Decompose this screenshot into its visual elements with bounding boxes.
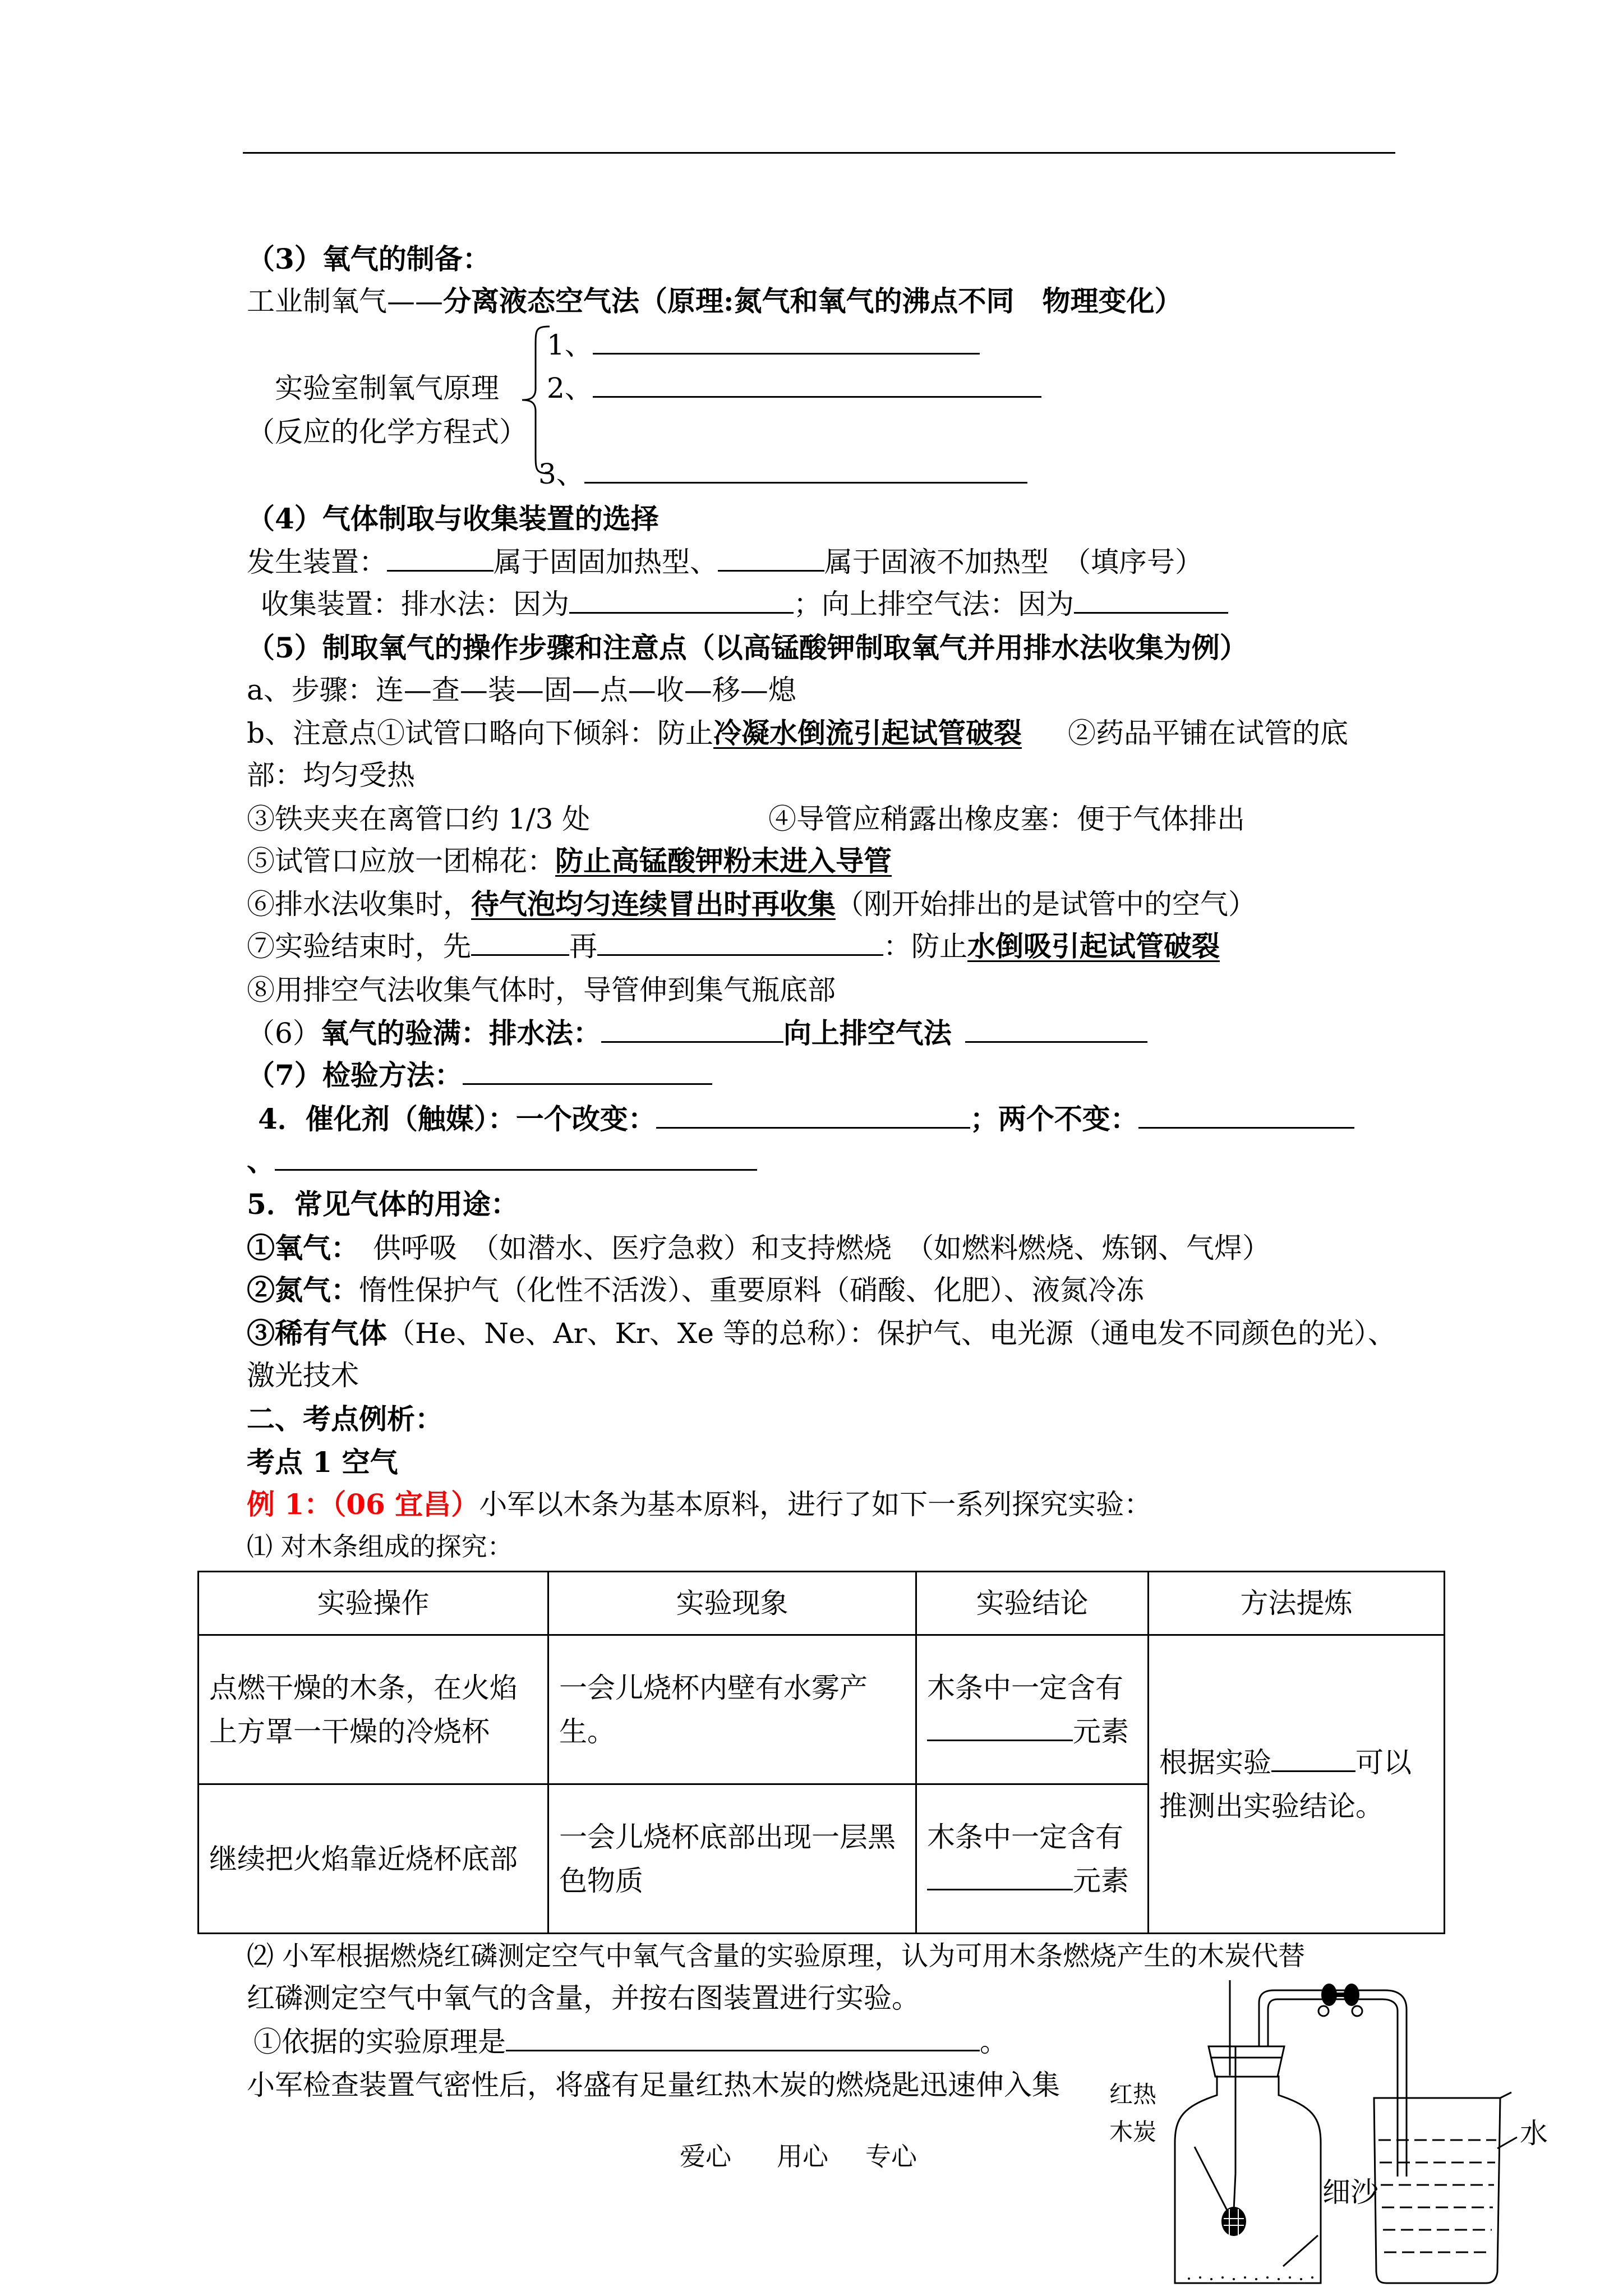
rare-gas-uses — [247, 1317, 1396, 1350]
method-suffix: 可以推测出实验结论。 — [1159, 1746, 1412, 1823]
note-7-colon: ：防止 — [883, 930, 967, 963]
industry-oxygen-line — [247, 284, 1182, 318]
note-6 — [247, 887, 1256, 921]
catalyst-mid: ；两个不变： — [970, 1102, 1138, 1135]
table-cell-conclusion — [916, 1635, 1149, 1784]
uses-title: 5．常见气体的用途： — [247, 1188, 519, 1221]
section-6-blank-1 — [601, 1016, 783, 1043]
table-header-row — [199, 1572, 1445, 1635]
oxygen-uses — [247, 1231, 1270, 1265]
catalyst-blank-2 — [1138, 1102, 1354, 1129]
table-cell-conclusion — [916, 1784, 1149, 1934]
collector-line — [261, 587, 1228, 621]
catalyst-comma: 、 — [247, 1144, 275, 1177]
table-cell-method — [1149, 1635, 1445, 1934]
question-1: ⑴ 对木条组成的探究： — [247, 1531, 513, 1562]
section-7-line — [247, 1059, 712, 1092]
note-7 — [247, 930, 1220, 963]
lab-item-2-blank — [593, 371, 1041, 398]
section-6-number: （6） — [247, 1017, 321, 1050]
header-rule — [243, 152, 1395, 154]
lab-item-1-blank — [593, 328, 980, 355]
left-brace-icon — [519, 324, 552, 476]
lab-item-2-label: 2、 — [547, 372, 593, 404]
note-4: ④导管应稍露出橡皮塞：便于气体排出 — [768, 803, 1245, 835]
section-6-blank-2 — [965, 1016, 1147, 1043]
apparatus-diagram — [1099, 1980, 1559, 2294]
table-cell-operation: 点燃干燥的木条，在火焰上方罩一干燥的冷烧杯 — [199, 1635, 548, 1784]
lab-item-1-label: 1、 — [547, 329, 593, 361]
lab-item-3-blank — [584, 457, 1027, 484]
section-7-title: （7）检验方法： — [247, 1059, 463, 1092]
section-5-title: （5）制取氧气的操作步骤和注意点（以高锰酸钾制取氧气并用排水法收集为例） — [247, 631, 1248, 664]
note-6-emphasis: 待气泡均匀连续冒出时再收集 — [471, 887, 836, 921]
note-b-prefix: b、注意点①试管口略向下倾斜：防止 — [247, 717, 714, 749]
lab-label-2: （反应的化学方程式） — [247, 416, 527, 448]
note-6-prefix: ⑥排水法收集时， — [247, 888, 471, 921]
generator-suffix: 属于固液不加热型 （填序号） — [824, 546, 1203, 578]
conclusion-blank — [927, 1717, 1073, 1741]
note-7-emphasis: 水倒吸引起试管破裂 — [967, 930, 1220, 963]
note-b-second: ②药品平铺在试管的底 — [1068, 717, 1349, 749]
collector-mid: ；向上排空气法：因为 — [794, 588, 1074, 620]
table-header: 实验操作 — [199, 1572, 548, 1635]
rare-gas-text: （He、Ne、Ar、Kr、Xe 等的总称）：保护气、电光源（通电发不同颜色的光）、 — [387, 1317, 1396, 1350]
rare-gas-cont: 激光技术 — [247, 1359, 359, 1392]
lab-label-1: 实验室制氧气原理 — [275, 372, 499, 404]
note-7-mid: 再 — [569, 930, 597, 963]
oxygen-label: ①氧气： — [247, 1231, 345, 1264]
catalyst-line — [258, 1102, 1354, 1136]
catalyst-blank-1 — [656, 1102, 970, 1129]
principle-suffix: 。 — [980, 2026, 1008, 2058]
example-1-text: 小军以木条为基本原料，进行了如下一系列探究实验： — [479, 1488, 1152, 1521]
collector-blank-1 — [569, 587, 794, 614]
lab-item-3 — [538, 457, 1027, 491]
note-7-blank-2 — [597, 930, 883, 956]
table-header: 实验现象 — [548, 1572, 916, 1635]
nitrogen-uses — [247, 1273, 1144, 1307]
table-row — [199, 1635, 1445, 1784]
label-charcoal-2: 木炭 — [1109, 2118, 1157, 2146]
lab-item-2 — [547, 371, 1041, 405]
note-8: ⑧用排空气法收集气体时，导管伸到集气瓶底部 — [247, 974, 836, 1006]
footer-text-2: 用心 — [777, 2141, 828, 2171]
generator-line — [247, 545, 1203, 579]
section-4-title: （4）气体制取与收集装置的选择 — [247, 502, 659, 535]
principle-prefix: ①依据的实验原理是 — [253, 2026, 506, 2058]
conclusion-prefix: 木条中一定含有 — [927, 1820, 1123, 1853]
section-7-blank — [463, 1059, 712, 1085]
section-6-mid: 向上排空气法 — [783, 1016, 952, 1050]
section-6-title: 氧气的验满：排水法： — [320, 1016, 601, 1050]
label-sand: 细沙 — [1322, 2176, 1378, 2208]
note-5 — [247, 844, 892, 878]
oxygen-text: 供呼吸 （如潜水、医疗急救）和支持燃烧 （如燃料燃烧、炼钢、气焊） — [345, 1232, 1270, 1264]
nitrogen-text: 惰性保护气（化性不活泼）、重要原料（硝酸、化肥）、液氮冷冻 — [359, 1274, 1144, 1306]
rare-gas-label: ③稀有气体 — [247, 1317, 387, 1350]
question-2-line-3 — [253, 2025, 1008, 2059]
lab-item-3-label: 3、 — [538, 458, 584, 490]
label-water: 水 — [1520, 2117, 1548, 2150]
principle-blank — [506, 2025, 980, 2051]
nitrogen-label: ②氮气： — [247, 1273, 359, 1306]
note-5-emphasis: 防止高锰酸钾粉末进入导管 — [555, 844, 892, 877]
section-6-line — [247, 1016, 1147, 1050]
part-2-title: 二、考点例析： — [247, 1402, 443, 1435]
note-b-line — [247, 716, 1348, 750]
generator-blank-1 — [387, 545, 494, 572]
lab-item-1 — [547, 328, 980, 362]
note-3: ③铁夹夹在离管口约 1/3 处 — [247, 803, 591, 835]
experiment-table — [197, 1571, 1445, 1934]
catalyst-blank-3 — [275, 1144, 757, 1171]
note-5-prefix: ⑤试管口应放一团棉花： — [247, 845, 555, 877]
conclusion-prefix: 木条中一定含有 — [927, 1671, 1123, 1704]
exam-point-1: 考点 1 空气 — [247, 1446, 398, 1479]
catalyst-title: 4．催化剂（触媒）：一个改变： — [258, 1102, 656, 1135]
method-blank — [1271, 1748, 1355, 1772]
table-header: 方法提炼 — [1149, 1572, 1445, 1635]
collector-blank-2 — [1074, 587, 1228, 614]
section-3-title: （3）氧气的制备： — [247, 242, 491, 275]
question-2-line-4: 小军检查装置气密性后，将盛有足量红热木炭的燃烧匙迅速伸入集 — [247, 2069, 1060, 2101]
note-b-emphasis: 冷凝水倒流引起试管破裂 — [713, 716, 1022, 749]
conclusion-blank — [927, 1866, 1073, 1890]
industry-method: 分离液态空气法（原理:氮气和氧气的沸点不同 物理变化） — [443, 284, 1183, 318]
generator-blank-2 — [718, 545, 824, 572]
generator-mid: 属于固固加热型、 — [494, 546, 718, 578]
note-6-suffix: （刚开始排出的是试管中的空气） — [836, 888, 1256, 921]
label-charcoal-1: 红热 — [1109, 2081, 1157, 2108]
example-1-line — [247, 1488, 1152, 1521]
generator-prefix: 发生装置： — [247, 546, 387, 578]
footer-text-3: 专心 — [865, 2141, 917, 2171]
table-header: 实验结论 — [916, 1572, 1149, 1635]
note-7-blank-1 — [471, 930, 569, 956]
method-prefix: 根据实验 — [1159, 1746, 1271, 1779]
catalyst-cont — [247, 1144, 757, 1178]
question-2-line-2: 红磷测定空气中氧气的含量，并按右图装置进行实验。 — [247, 1982, 920, 2014]
collector-prefix: 收集装置：排水法：因为 — [261, 588, 569, 620]
note-b-cont: 部：均匀受热 — [247, 759, 415, 792]
industry-prefix: 工业制氧气—— — [247, 285, 443, 318]
conclusion-suffix: 元素 — [1073, 1864, 1129, 1897]
example-1-label: 例 1：（06 宜昌） — [247, 1488, 479, 1521]
steps-line: a、步骤：连—查—装—固—点—收—移—熄 — [247, 674, 796, 706]
question-2-line-1: ⑵ 小军根据燃烧红磷测定空气中氧气含量的实验原理，认为可用木条燃烧产生的木炭代替 — [247, 1940, 1306, 1972]
table-cell-operation: 继续把火焰靠近烧杯底部 — [199, 1784, 548, 1934]
note-7-prefix: ⑦实验结束时，先 — [247, 930, 471, 963]
conclusion-suffix: 元素 — [1073, 1715, 1129, 1748]
table-cell-phenomenon: 一会儿烧杯内壁有水雾产生。 — [548, 1635, 916, 1784]
table-cell-phenomenon: 一会儿烧杯底部出现一层黑色物质 — [548, 1784, 916, 1934]
footer-text-1: 爱心 — [680, 2141, 731, 2171]
